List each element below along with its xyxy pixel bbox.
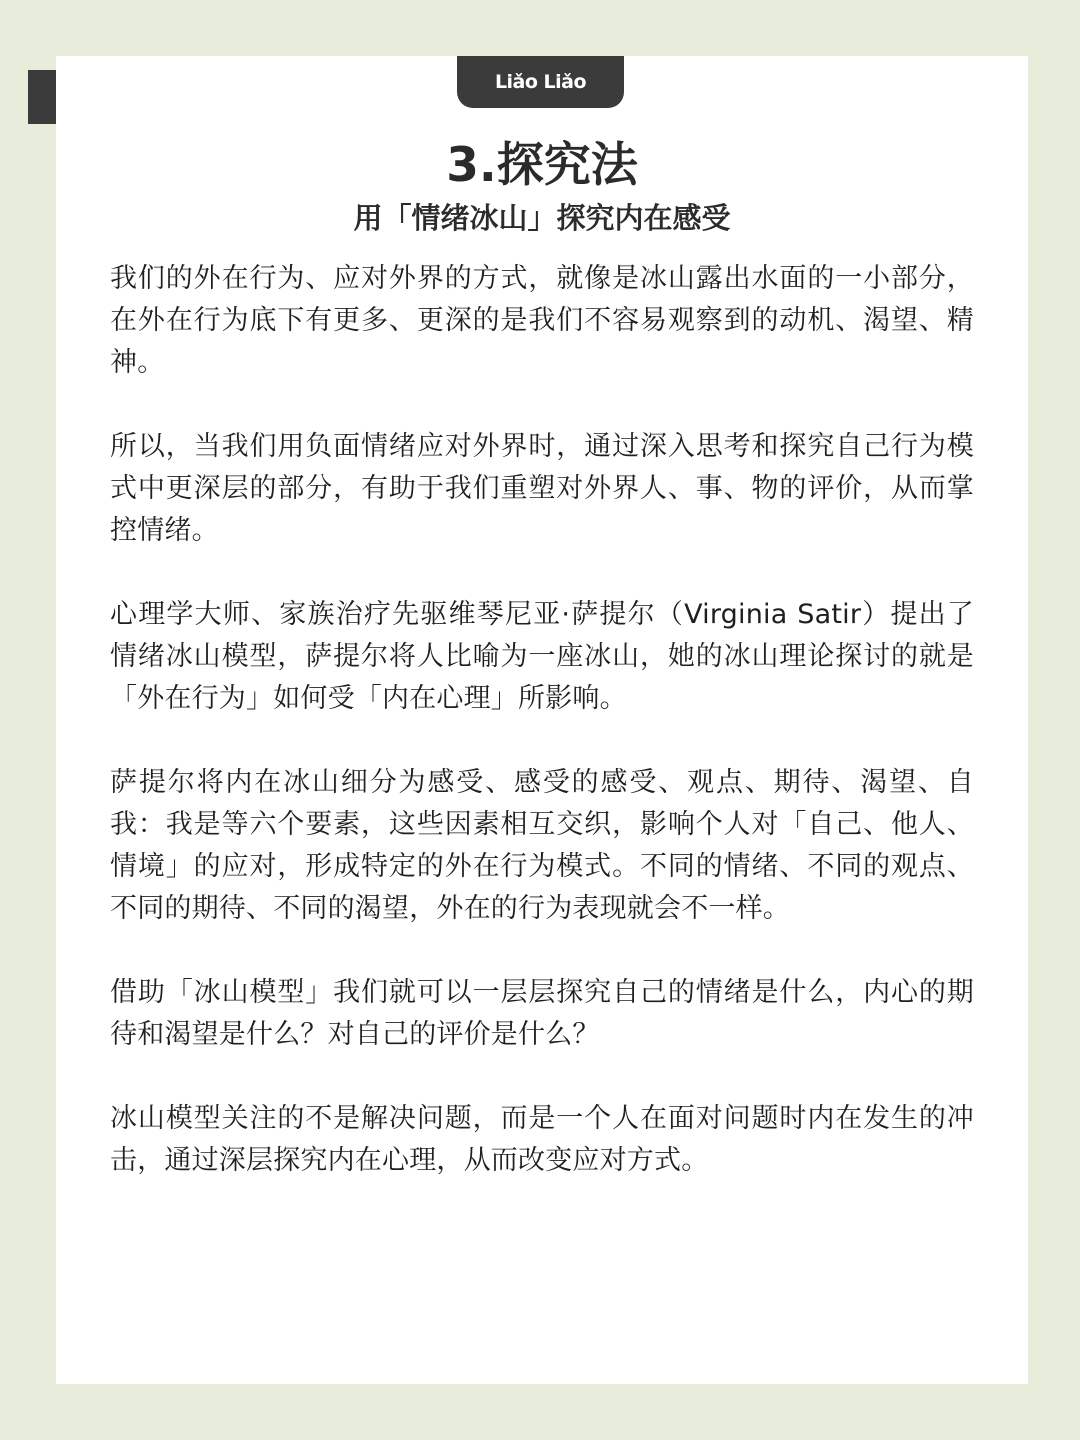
paragraph-3: 心理学大师、家族治疗先驱维琴尼亚·萨提尔（Virginia Satir）提出了情绪冰山模型，萨提尔将人比喻为一座冰山，她的冰山理论探讨的就是「外在行为」如何受「内在心理」所影响。 [110,599,974,714]
page-title: 3.探究法 [446,138,638,193]
paragraph-4: 萨提尔将内在冰山细分为感受、感受的感受、观点、期待、渴望、自我：我是等六个要素，这些因素相互交织，影响个人对「自己、他人、情境」的应对，形成特定的外在行为模式。不同的情绪、不同的观点、不同的期待、不同的渴望，外在的行为表现就会不一样。 [110,767,974,924]
paragraph-5: 借助「冰山模型」我们就可以一层层探究自己的情绪是什么，内心的期待和渴望是什么？对自己的评价是什么？ [110,977,974,1050]
side-tab-decoration [28,70,56,124]
paragraph-6: 冰山模型关注的不是解决问题，而是一个人在面对问题时内在发生的冲击，通过深层探究内在心理，从而改变应对方式。 [110,1103,974,1176]
paragraph-2: 所以，当我们用负面情绪应对外界时，通过深入思考和探究自己行为模式中更深层的部分，有助于我们重塑对外界人、事、物的评价，从而掌控情绪。 [110,431,974,546]
article-body [110,258,974,1224]
logo-tab [457,56,624,108]
page-subtitle: 用「情绪冰山」探究内在感受 [353,201,731,235]
paragraph-1: 我们的外在行为、应对外界的方式，就像是冰山露出水面的一小部分，在外在行为底下有更多、更深的是我们不容易观察到的动机、渴望、精神。 [110,263,974,378]
brand-logo: Liǎo Liǎo [494,71,587,93]
